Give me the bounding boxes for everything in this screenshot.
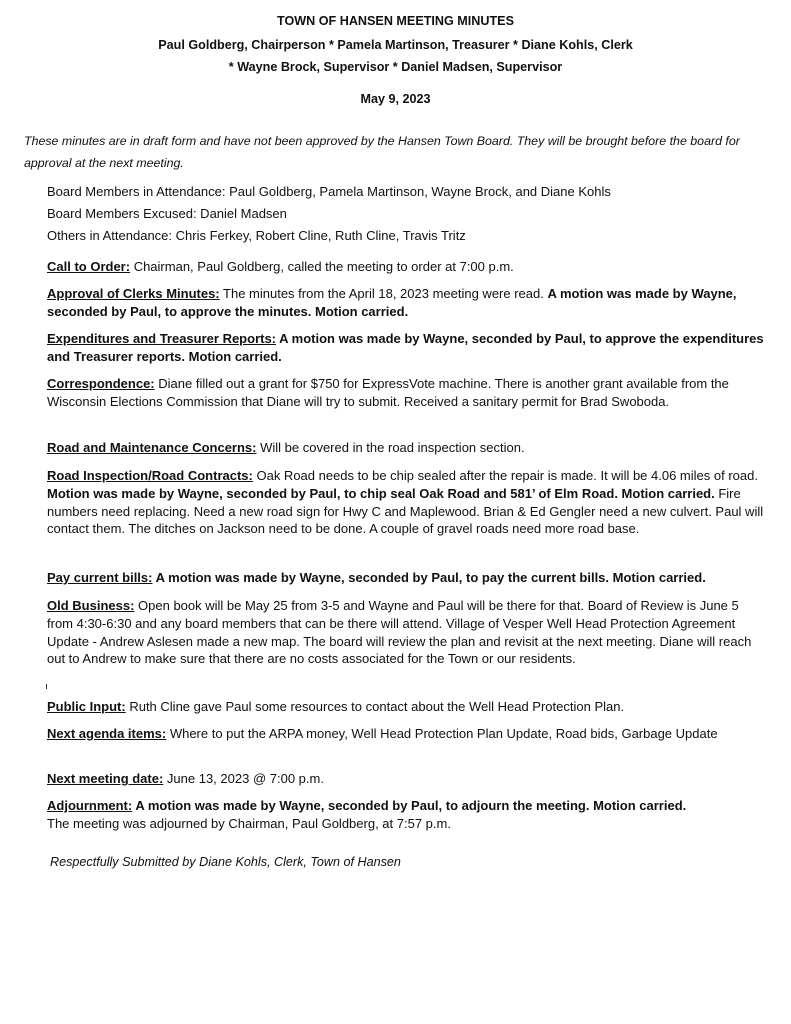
section-label: Public Input: — [47, 699, 126, 714]
section-motion: A motion was made by Wayne, seconded by Paul, to approve the expenditures and Treasurer reports. Motion carried. — [47, 331, 764, 364]
meeting-date: May 9, 2023 — [360, 92, 431, 106]
section-road-inspection — [47, 467, 767, 538]
section-text: Oak Road needs to be chip sealed after the repair is made. It will be 4.06 miles of road. — [252, 468, 758, 483]
stray-mark — [46, 684, 47, 689]
section-label: Correspondence: — [47, 376, 155, 391]
section-pay-bills — [47, 569, 767, 587]
section-text-2: Fire numbers need replacing. Need a new road sign for Hwy C and Maplewood. Brian & Ed Gengler need a new culvert. Paul will contact them. The ditches on Jackson need to be done. A couple of gravel roads need more road base. — [47, 485, 764, 537]
section-text: The meeting was adjourned by Chairman, Paul Goldberg, at 7:57 p.m. — [47, 815, 451, 831]
section-text: Ruth Cline gave Paul some resources to contact about the Well Head Protection Plan. — [125, 699, 625, 714]
section-text: Open book will be May 25 from 3-5 and Wayne and Paul will be there for that. Board of Review is June 5 from 4:30-6:30 and any board members that can be there will attend. Village of Vesper Well Head Protection Agreement Update - Andrew Aslesen made a new map. The board will review the plan and revisit at the next meeting. Diane will reach out to Andrew to make sure that there are no costs associated for the Town or our residents. — [47, 598, 752, 667]
section-expenditures — [47, 330, 767, 366]
section-text: Diane filled out a grant for $750 for ExpressVote machine. There is another grant available from the Wisconsin Elections Commission that Diane will try to submit. Received a sanitary permit for Brad Swoboda. — [47, 376, 729, 409]
section-label: Adjournment: — [47, 798, 133, 813]
section-motion: Motion was made by Wayne, seconded by Paul, to chip seal Oak Road and 581’ of Elm Road. Motion carried. — [47, 485, 715, 501]
signature-line: Respectfully Submitted by Diane Kohls, Clerk, Town of Hansen — [50, 855, 401, 869]
section-correspondence — [47, 375, 767, 411]
section-label: Next meeting date: — [47, 771, 164, 786]
section-public-input — [47, 698, 767, 716]
section-text: The minutes from the April 18, 2023 meeting were read. — [219, 286, 548, 301]
section-label: Road Inspection/Road Contracts: — [47, 468, 253, 483]
section-label: Road and Maintenance Concerns: — [47, 440, 257, 455]
attendance-present: Board Members in Attendance: Paul Goldberg, Pamela Martinson, Wayne Brock, and Diane Kohls — [47, 184, 611, 199]
section-label: Expenditures and Treasurer Reports: — [47, 331, 277, 346]
section-call-to-order — [47, 258, 767, 276]
section-label: Approval of Clerks Minutes: — [47, 286, 220, 301]
section-road-maintenance — [47, 439, 767, 457]
section-adjournment — [47, 797, 767, 833]
section-motion: A motion was made by Wayne, seconded by Paul, to adjourn the meeting. Motion carried. — [132, 798, 687, 813]
section-label: Old Business: — [47, 598, 135, 613]
draft-notice: These minutes are in draft form and have not been approved by the Hansen Town Board. They will be brought before the board for approval at the next meeting. — [24, 134, 740, 170]
section-label: Call to Order: — [47, 259, 131, 274]
document-title: TOWN OF HANSEN MEETING MINUTES — [277, 14, 514, 28]
section-motion: A motion was made by Wayne, seconded by Paul, to approve the minutes. Motion carried. — [47, 286, 737, 319]
section-text: Where to put the ARPA money, Well Head Protection Plan Update, Road bids, Garbage Update — [166, 726, 718, 741]
section-label: Next agenda items: — [47, 726, 167, 741]
section-motion: A motion was made by Wayne, seconded by Paul, to pay the current bills. Motion carried. — [152, 570, 706, 585]
attendance-others: Others in Attendance: Chris Ferkey, Robert Cline, Ruth Cline, Travis Tritz — [47, 228, 466, 243]
section-next-meeting — [47, 770, 767, 788]
officers-line-2: * Wayne Brock, Supervisor * Daniel Madsen, Supervisor — [228, 60, 563, 74]
section-text: June 13, 2023 @ 7:00 p.m. — [163, 771, 324, 786]
section-label: Pay current bills: — [47, 570, 153, 585]
section-next-agenda — [47, 725, 767, 743]
officers-line-1: Paul Goldberg, Chairperson * Pamela Martinson, Treasurer * Diane Kohls, Clerk — [158, 38, 633, 52]
section-clerk-minutes — [47, 285, 767, 321]
section-text: Chairman, Paul Goldberg, called the meeting to order at 7:00 p.m. — [130, 259, 514, 274]
section-old-business — [47, 597, 767, 668]
section-text: Will be covered in the road inspection section. — [256, 440, 525, 455]
attendance-excused: Board Members Excused: Daniel Madsen — [47, 206, 287, 221]
